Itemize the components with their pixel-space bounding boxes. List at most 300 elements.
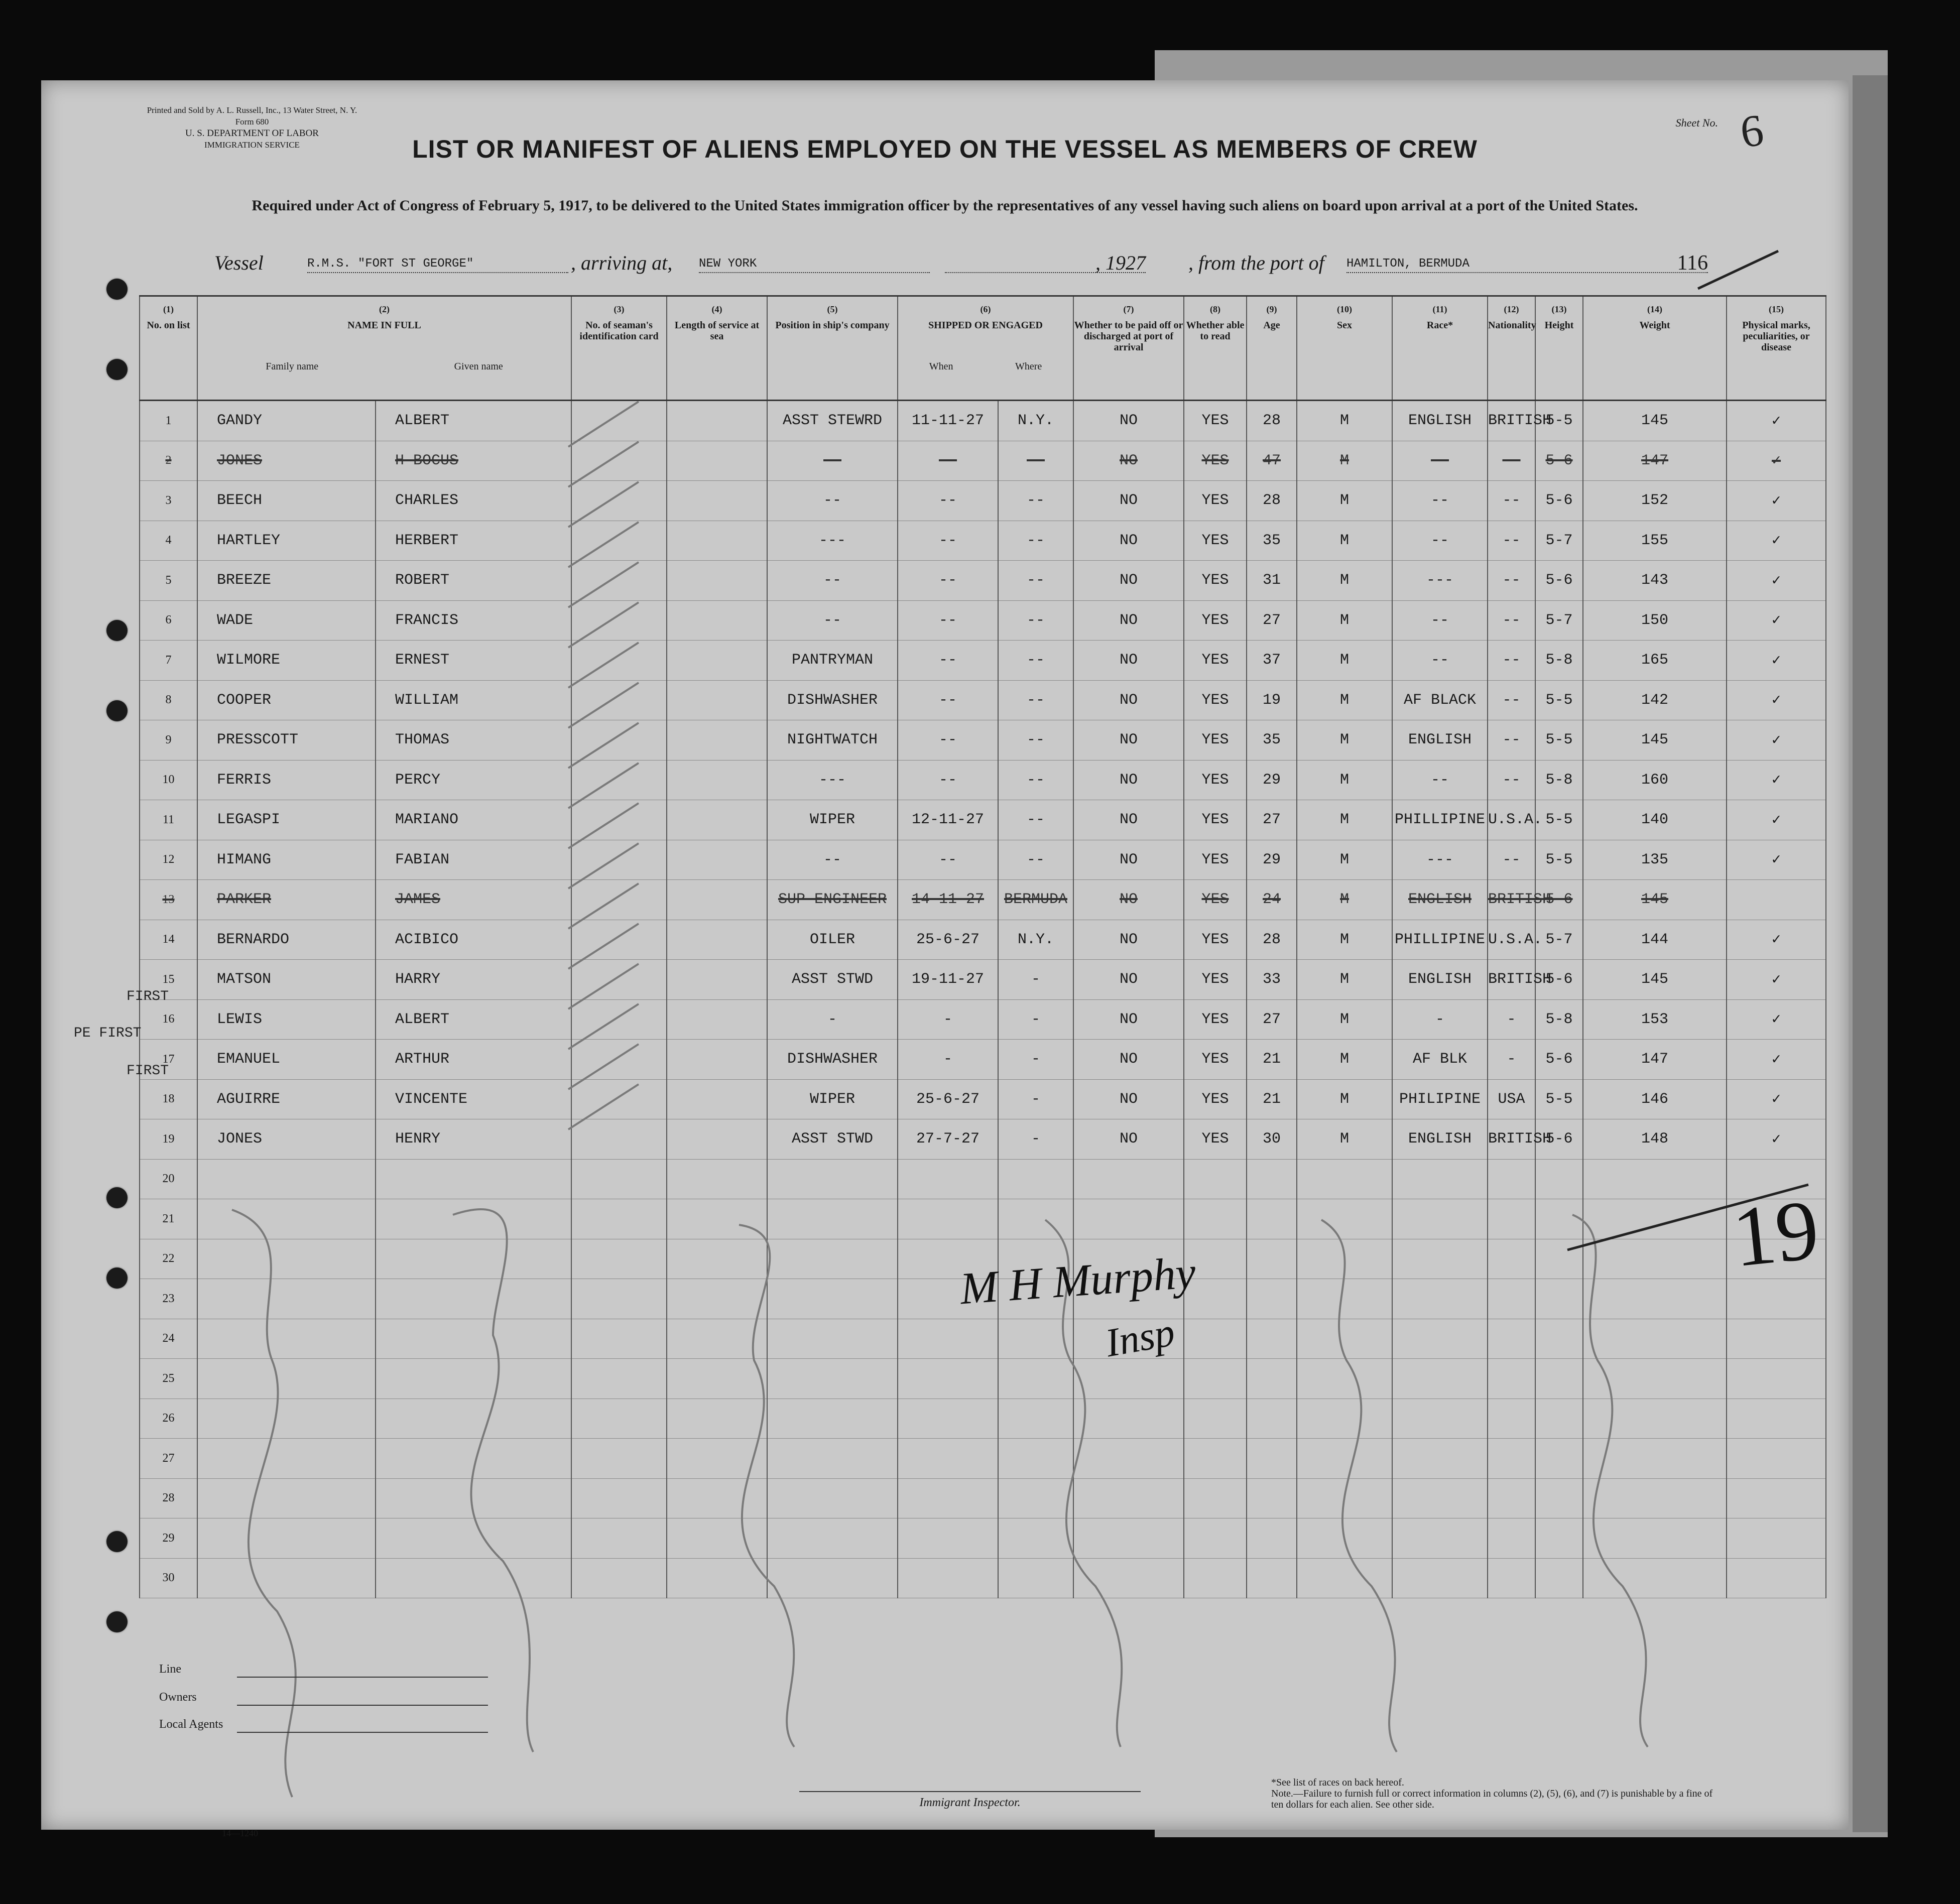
printer-line: Printed and Sold by A. L. Russell, Inc., 13 Water Street, N. Y. [147,105,357,115]
col-header-id-card: (3) No. of seaman's identification card [571,296,667,401]
cell-position: PANTRYMAN [767,641,898,681]
cell-given-name: FABIAN [376,840,571,880]
cell-weight: 145 [1583,880,1727,920]
cell-able-to-read: YES [1184,720,1247,760]
cell-nationality: -- [1488,840,1535,880]
cell-row-number: 24 [140,1319,197,1359]
cell-paid-off: NO [1073,880,1184,920]
cell-race: -- [1392,641,1488,681]
cell-age: 29 [1247,760,1297,800]
cell-shipped-where: - [998,1040,1073,1080]
cell-sex: M [1297,800,1392,840]
manifest-page [41,80,1849,1838]
cell-nationality: -- [1488,441,1535,481]
cell-sex: M [1297,1079,1392,1119]
cell-given-name: MARIANO [376,800,571,840]
cell-height: 5-6 [1535,481,1583,521]
col-header-age: (9) Age [1247,296,1297,401]
cell-given-name: THOMAS [376,720,571,760]
cell-weight: 145 [1583,960,1727,1000]
cell-given-name: VINCENTE [376,1079,571,1119]
cell-physical-marks: ✓ [1727,840,1826,880]
cell-family-name: HARTLEY [197,521,376,561]
footnote [1271,1777,1723,1810]
signature-suffix: Insp [1102,1310,1178,1366]
margin-note-17: FIRST [127,1063,169,1079]
vessel-name: R.M.S. "FORT ST GEORGE" [307,257,568,273]
cell-family-name: PARKER [197,880,376,920]
cell-given-name: HERBERT [376,521,571,561]
line-label: Line [159,1663,181,1676]
cell-family-name: BEECH [197,481,376,521]
cell-row-number: 4 [140,521,197,561]
cell-sex: M [1297,1040,1392,1080]
cell-height: 5-5 [1535,1079,1583,1119]
cell-sex: M [1297,760,1392,800]
cell-family-name: PRESSCOTT [197,720,376,760]
cell-sex: M [1297,521,1392,561]
cell-shipped-when: -- [898,840,998,880]
cell-weight: 165 [1583,641,1727,681]
cell-paid-off: NO [1073,1040,1184,1080]
cell-given-name: ARTHUR [376,1040,571,1080]
cell-race: AF BLACK [1392,680,1488,720]
cell-row-number: 12 [140,840,197,880]
cell-age: 37 [1247,641,1297,681]
col-header-shipped: (6) SHIPPED OR ENGAGED When Where [898,296,1073,401]
cell-height: 5-6 [1535,1119,1583,1160]
cell-height: 5-7 [1535,920,1583,960]
cell-position: --- [767,521,898,561]
page-edge-right [1853,75,1888,1832]
cell-shipped-when: -- [898,760,998,800]
cell-age: 27 [1247,800,1297,840]
cell-able-to-read: YES [1184,1040,1247,1080]
cell-family-name: WILMORE [197,641,376,681]
department: U. S. DEPARTMENT OF LABOR [185,128,319,139]
cell-row-number: 26 [140,1399,197,1439]
cell-given-name: JAMES [376,880,571,920]
footnote-races: *See list of races on back hereof. [1271,1777,1404,1788]
cell-able-to-read: YES [1184,760,1247,800]
cell-given-name: H BOCUS [376,441,571,481]
cell-height: 5-5 [1535,840,1583,880]
cell-paid-off: NO [1073,999,1184,1040]
cell-shipped-when: 25-6-27 [898,1079,998,1119]
cell-nationality: USA [1488,1079,1535,1119]
cell-weight: 147 [1583,1040,1727,1080]
cell-given-name: CHARLES [376,481,571,521]
cell-age: 27 [1247,600,1297,641]
cell-race: ENGLISH [1392,880,1488,920]
total-count: 19 [1728,1182,1823,1285]
cell-nationality: BRITISH [1488,401,1535,441]
cell-physical-marks: ✓ [1727,1079,1826,1119]
cell-height: 5-7 [1535,521,1583,561]
cell-row-number: 16 [140,999,197,1040]
cell-age: 35 [1247,720,1297,760]
cell-able-to-read: YES [1184,680,1247,720]
cell-shipped-where: -- [998,680,1073,720]
cell-row-number: 21 [140,1199,197,1239]
cell-nationality: -- [1488,680,1535,720]
cell-shipped-when: 12-11-27 [898,800,998,840]
page-subtitle: Required under Act of Congress of February 5, 1917, to be delivered to the United States immigration officer by the representatives of any vessel having such aliens on board upon arrival at a port of the United States. [252,197,1638,214]
cell-physical-marks: ✓ [1727,680,1826,720]
cell-given-name: HENRY [376,1119,571,1160]
cell-race: ENGLISH [1392,401,1488,441]
cell-race: - [1392,999,1488,1040]
cell-nationality: BRITISH [1488,960,1535,1000]
cell-row-number: 17 [140,1040,197,1080]
cell-family-name: JONES [197,1119,376,1160]
cell-position: -- [767,481,898,521]
cell-physical-marks: ✓ [1727,600,1826,641]
cell-weight: 153 [1583,999,1727,1040]
cell-able-to-read: YES [1184,521,1247,561]
cell-family-name: HIMANG [197,840,376,880]
cell-row-number: 25 [140,1359,197,1399]
cell-shipped-when: -- [898,641,998,681]
cell-height: 5-8 [1535,760,1583,800]
cell-row-number: 8 [140,680,197,720]
agents-field [237,1732,488,1733]
cell-physical-marks: ✓ [1727,1040,1826,1080]
cell-age: 33 [1247,960,1297,1000]
cell-race: PHILLIPINE [1392,920,1488,960]
col-sub-when: When [929,361,953,372]
cell-weight: 146 [1583,1079,1727,1119]
cell-age: 24 [1247,880,1297,920]
cell-height: 5-5 [1535,800,1583,840]
cell-sex: M [1297,720,1392,760]
cell-position: ASST STWD [767,1119,898,1160]
cell-given-name: FRANCIS [376,600,571,641]
cell-height: 5-6 [1535,441,1583,481]
cell-nationality: - [1488,999,1535,1040]
page-number: 116 [1677,251,1708,275]
cell-paid-off: NO [1073,521,1184,561]
cell-row-number: 18 [140,1079,197,1119]
agents-label: Local Agents [159,1718,223,1731]
cell-nationality: -- [1488,521,1535,561]
cell-physical-marks: ✓ [1727,800,1826,840]
cell-sex: M [1297,401,1392,441]
cell-shipped-where: -- [998,600,1073,641]
col-header-weight: (14) Weight [1583,296,1727,401]
cell-weight: 155 [1583,521,1727,561]
cell-paid-off: NO [1073,600,1184,641]
cell-shipped-where: BERMUDA [998,880,1073,920]
line-field [237,1677,488,1678]
cell-shipped-where: - [998,999,1073,1040]
cell-able-to-read: YES [1184,401,1247,441]
cell-able-to-read: YES [1184,600,1247,641]
cell-physical-marks: ✓ [1727,561,1826,601]
owners-label: Owners [159,1691,197,1704]
cell-nationality: -- [1488,720,1535,760]
cell-given-name: PERCY [376,760,571,800]
cell-physical-marks: ✓ [1727,1119,1826,1160]
cell-position: -- [767,840,898,880]
col-header-sex: (10) Sex [1297,296,1392,401]
cell-race: PHILLIPINE [1392,800,1488,840]
margin-note-15: FIRST [127,989,169,1004]
cell-shipped-when: -- [898,481,998,521]
cell-able-to-read: YES [1184,561,1247,601]
cell-able-to-read: YES [1184,960,1247,1000]
cell-position: DISHWASHER [767,680,898,720]
cell-height: 5-6 [1535,1040,1583,1080]
cell-given-name: ALBERT [376,401,571,441]
cell-shipped-where: -- [998,481,1073,521]
cell-shipped-where: - [998,1119,1073,1160]
cell-able-to-read: YES [1184,641,1247,681]
cell-paid-off: NO [1073,401,1184,441]
cell-able-to-read: YES [1184,441,1247,481]
cell-paid-off: NO [1073,720,1184,760]
cell-race: --- [1392,561,1488,601]
cell-family-name: EMANUEL [197,1040,376,1080]
col-header-paid-off: (7) Whether to be paid off or discharged at port of arrival [1073,296,1184,401]
cell-shipped-when: 25-6-27 [898,920,998,960]
cell-row-number: 29 [140,1518,197,1559]
cell-able-to-read: YES [1184,1079,1247,1119]
cell-given-name: ALBERT [376,999,571,1040]
cell-shipped-when: -- [898,521,998,561]
inspector-label: Immigrant Inspector. [919,1796,1021,1809]
cell-shipped-where: N.Y. [998,401,1073,441]
cell-row-number: 9 [140,720,197,760]
cell-position: NIGHTWATCH [767,720,898,760]
cell-paid-off: NO [1073,760,1184,800]
cell-shipped-when: 14-11-27 [898,880,998,920]
cell-age: 28 [1247,920,1297,960]
cell-row-number: 10 [140,760,197,800]
cell-shipped-where: -- [998,720,1073,760]
cell-physical-marks: ✓ [1727,441,1826,481]
col-header-service: (4) Length of service at sea [667,296,767,401]
cell-shipped-where: - [998,1079,1073,1119]
cell-shipped-when: - [898,999,998,1040]
col-header-race: (11) Race* [1392,296,1488,401]
cell-paid-off: NO [1073,641,1184,681]
cell-race: -- [1392,521,1488,561]
cell-paid-off: NO [1073,481,1184,521]
sheet-label: Sheet No. [1675,116,1718,129]
cell-weight: 150 [1583,600,1727,641]
cell-weight: 148 [1583,1119,1727,1160]
owners-field [237,1705,488,1706]
cell-height: 5-5 [1535,720,1583,760]
cell-paid-off: NO [1073,800,1184,840]
sheet-value: 6 [1737,105,1767,158]
cell-nationality: BRITISH [1488,880,1535,920]
cell-weight: 144 [1583,920,1727,960]
from-port: HAMILTON, BERMUDA [1346,257,1708,273]
cell-row-number: 11 [140,800,197,840]
col-sub-given: Given name [454,361,503,372]
cell-sex: M [1297,680,1392,720]
cell-sex: M [1297,441,1392,481]
cell-physical-marks: ✓ [1727,641,1826,681]
cell-paid-off: NO [1073,960,1184,1000]
cell-height: 5-6 [1535,561,1583,601]
cell-row-number: 2 [140,441,197,481]
cell-weight: 142 [1583,680,1727,720]
cell-paid-off: NO [1073,1079,1184,1119]
cell-weight: 147 [1583,441,1727,481]
cell-family-name: WADE [197,600,376,641]
cell-family-name: LEWIS [197,999,376,1040]
cell-able-to-read: YES [1184,800,1247,840]
cell-position: ASST STEWRD [767,401,898,441]
cell-sex: M [1297,999,1392,1040]
cell-shipped-when: -- [898,441,998,481]
cell-nationality: -- [1488,481,1535,521]
col-header-read: (8) Whether able to read [1184,296,1247,401]
cell-age: 19 [1247,680,1297,720]
cell-physical-marks: ✓ [1727,720,1826,760]
cell-shipped-where: -- [998,521,1073,561]
col-header-name: (2) NAME IN FULL Family name Given name [197,296,571,401]
cell-position: DISHWASHER [767,1040,898,1080]
cell-family-name: LEGASPI [197,800,376,840]
cell-height: 5-7 [1535,600,1583,641]
cell-row-number: 5 [140,561,197,601]
cell-age: 31 [1247,561,1297,601]
service: IMMIGRATION SERVICE [204,140,300,150]
cell-shipped-when: - [898,1040,998,1080]
cell-age: 47 [1247,441,1297,481]
cell-row-number: 19 [140,1119,197,1160]
cell-row-number: 30 [140,1558,197,1598]
cell-able-to-read: YES [1184,880,1247,920]
cell-family-name: FERRIS [197,760,376,800]
cell-height: 5-8 [1535,999,1583,1040]
cell-physical-marks: ✓ [1727,521,1826,561]
cell-given-name: WILLIAM [376,680,571,720]
cell-race: ENGLISH [1392,1119,1488,1160]
cell-age: 28 [1247,401,1297,441]
cell-row-number: 20 [140,1159,197,1199]
cell-row-number: 3 [140,481,197,521]
pencil-marks [41,80,1849,1830]
cell-nationality: U.S.A. [1488,800,1535,840]
from-label: , from the port of [1188,251,1324,274]
cell-paid-off: NO [1073,840,1184,880]
cell-physical-marks: ✓ [1727,960,1826,1000]
cell-able-to-read: YES [1184,999,1247,1040]
cell-shipped-when: -- [898,720,998,760]
cell-position: SUP ENGINEER [767,880,898,920]
cell-height: 5-8 [1535,641,1583,681]
col-header-position: (5) Position in ship's company [767,296,898,401]
cell-position: OILER [767,920,898,960]
cell-given-name: ERNEST [376,641,571,681]
cell-position: WIPER [767,800,898,840]
cell-shipped-where: - [998,960,1073,1000]
cell-shipped-where: -- [998,760,1073,800]
cell-shipped-where: -- [998,800,1073,840]
cell-physical-marks: ✓ [1727,481,1826,521]
cell-sex: M [1297,960,1392,1000]
cell-nationality: U.S.A. [1488,920,1535,960]
footnote-penalty: Note.—Failure to furnish full or correct information in columns (2), (5), (6), and (7) is punishable by a fine of ten dollars for each alien. See other side. [1271,1788,1713,1810]
cell-weight: 143 [1583,561,1727,601]
cell-shipped-when: 27-7-27 [898,1119,998,1160]
cell-age: 27 [1247,999,1297,1040]
col-sub-where: Where [1015,361,1042,372]
cell-given-name: ACIBICO [376,920,571,960]
cell-nationality: -- [1488,561,1535,601]
form-code: 14—1240 [222,1828,258,1838]
cell-race: -- [1392,600,1488,641]
cell-shipped-where: N.Y. [998,920,1073,960]
cell-position: -- [767,441,898,481]
cell-sex: M [1297,600,1392,641]
cell-row-number: 14 [140,920,197,960]
cell-able-to-read: YES [1184,840,1247,880]
cell-weight: 140 [1583,800,1727,840]
cell-paid-off: NO [1073,561,1184,601]
cell-shipped-when: -- [898,680,998,720]
cell-family-name: BREEZE [197,561,376,601]
inspector-line [799,1791,1141,1792]
cell-row-number: 6 [140,600,197,641]
cell-nationality: -- [1488,760,1535,800]
cell-nationality: - [1488,1040,1535,1080]
cell-shipped-when: -- [898,600,998,641]
cell-family-name: JONES [197,441,376,481]
cell-sex: M [1297,920,1392,960]
cell-paid-off: NO [1073,920,1184,960]
cell-shipped-where: -- [998,561,1073,601]
cell-family-name: AGUIRRE [197,1079,376,1119]
cell-able-to-read: YES [1184,920,1247,960]
cell-physical-marks: ✓ [1727,920,1826,960]
cell-weight: 145 [1583,401,1727,441]
cell-race: --- [1392,840,1488,880]
cell-position: WIPER [767,1079,898,1119]
col-header-marks: (15) Physical marks, peculiarities, or disease [1727,296,1826,401]
cell-given-name: HARRY [376,960,571,1000]
cell-family-name: GANDY [197,401,376,441]
cell-nationality: BRITISH [1488,1119,1535,1160]
cell-shipped-when: 19-11-27 [898,960,998,1000]
col-sub-family: Family name [266,361,319,372]
year-label: , 1927 [1095,251,1146,274]
cell-height: 5-5 [1535,401,1583,441]
cell-able-to-read: YES [1184,481,1247,521]
cell-age: 21 [1247,1040,1297,1080]
cell-row-number: 28 [140,1478,197,1518]
cell-able-to-read: YES [1184,1119,1247,1160]
cell-physical-marks: ✓ [1727,999,1826,1040]
cell-sex: M [1297,641,1392,681]
cell-paid-off: NO [1073,1119,1184,1160]
col-header-nationality: (12) Nationality [1488,296,1535,401]
cell-family-name: BERNARDO [197,920,376,960]
cell-weight: 160 [1583,760,1727,800]
vessel-label: Vessel [214,251,264,274]
cell-row-number: 22 [140,1239,197,1279]
cell-row-number: 13 [140,880,197,920]
cell-race: ENGLISH [1392,960,1488,1000]
cell-nationality: -- [1488,600,1535,641]
cell-row-number: 23 [140,1279,197,1319]
cell-race: -- [1392,441,1488,481]
